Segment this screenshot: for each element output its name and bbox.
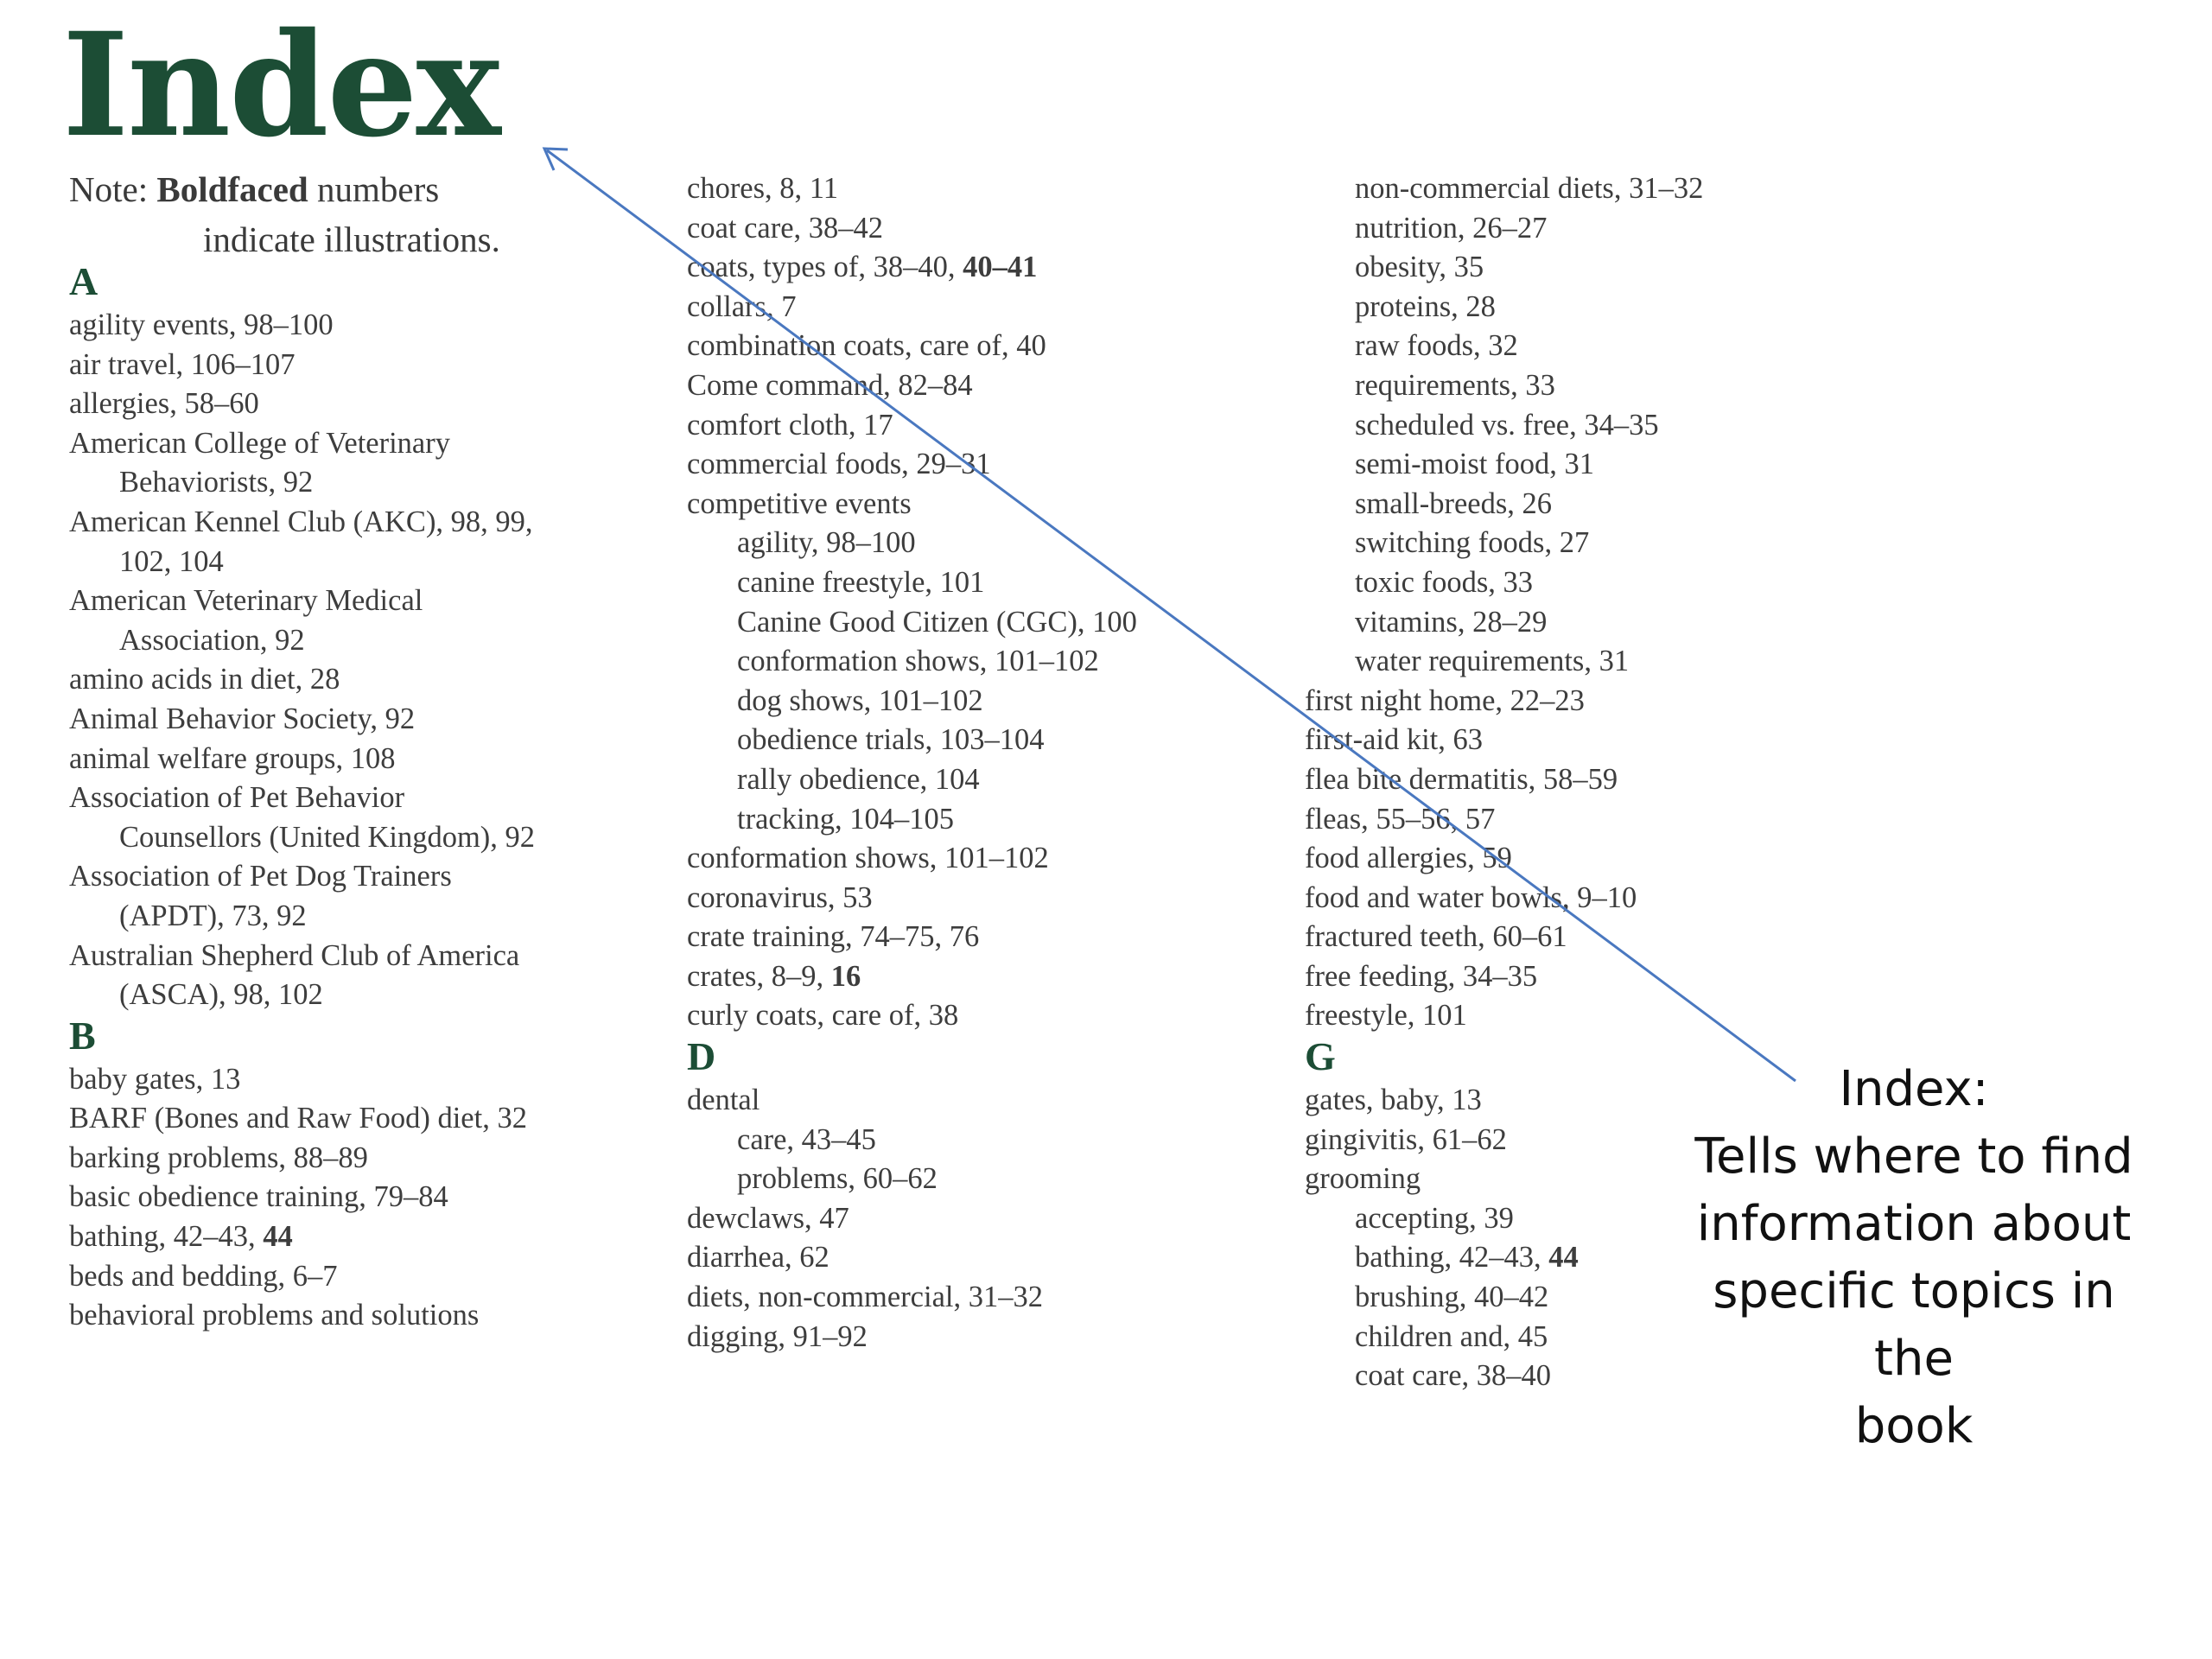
- entry-text: vitamins, 28–29: [1355, 605, 1548, 639]
- entry-text: switching foods, 27: [1355, 526, 1590, 560]
- entry-text: freestyle, 101: [1305, 999, 1467, 1033]
- entry-text: BARF (Bones and Raw Food) diet, 32: [69, 1102, 527, 1135]
- entry-text: raw foods, 32: [1355, 329, 1518, 363]
- entry-text: children and, 45: [1355, 1319, 1548, 1353]
- entry-text: care, 43–45: [737, 1122, 876, 1156]
- entry-text: collars, 7: [687, 289, 797, 323]
- entry-text: grooming: [1305, 1162, 1421, 1196]
- entry-text: commercial foods, 29–31: [687, 448, 991, 481]
- entry-text: toxic foods, 33: [1355, 565, 1534, 599]
- entry-text: American Veterinary Medical: [69, 584, 423, 618]
- entry-text: obesity, 35: [1355, 251, 1484, 284]
- entry-text: food and water bowls, 9–10: [1305, 880, 1637, 914]
- entry-text: American College of Veterinary: [69, 426, 450, 460]
- entry-text: Canine Good Citizen (CGC), 100: [737, 605, 1137, 639]
- entry-text: water requirements, 31: [1355, 645, 1630, 678]
- entry-text: dental: [687, 1084, 760, 1117]
- note-rest: numbers: [317, 169, 440, 209]
- entry-text: Association, 92: [119, 623, 305, 657]
- caption-line-5: book: [1854, 1398, 1974, 1454]
- entry-text: coats, types of, 38–40,: [687, 251, 963, 284]
- entry-text: D: [687, 1034, 716, 1079]
- illustration-page-number: 16: [830, 959, 861, 993]
- entry-text: B: [69, 1013, 96, 1058]
- illustration-page-number: 44: [1548, 1241, 1579, 1274]
- entry-text: Behaviorists, 92: [119, 466, 314, 499]
- entry-text: scheduled vs. free, 34–35: [1355, 408, 1659, 442]
- entry-text: (ASCA), 98, 102: [119, 978, 323, 1012]
- note-line2: indicate illustrations.: [203, 219, 500, 259]
- entry-text: agility events, 98–100: [69, 308, 334, 341]
- caption-line-2: Tells where to find: [1694, 1128, 2133, 1185]
- entry-text: tracking, 104–105: [737, 802, 955, 836]
- entry-text: brushing, 40–42: [1355, 1281, 1549, 1314]
- entry-text: rally obedience, 104: [737, 762, 980, 796]
- illustration-page-number: 44: [263, 1220, 293, 1254]
- note-prefix: Note:: [69, 169, 149, 209]
- entry-text: agility, 98–100: [737, 526, 916, 560]
- entry-text: 102, 104: [119, 544, 224, 578]
- entry-text: conformation shows, 101–102: [687, 842, 1049, 875]
- index-title: Index: [62, 1, 499, 168]
- entry-text: G: [1305, 1034, 1336, 1079]
- entry-text: dog shows, 101–102: [737, 683, 983, 717]
- entry-text: first-aid kit, 63: [1305, 723, 1484, 757]
- entry-text: digging, 91–92: [687, 1319, 868, 1353]
- entry-text: semi-moist food, 31: [1355, 448, 1594, 481]
- entry-text: accepting, 39: [1355, 1201, 1514, 1235]
- entry-text: dewclaws, 47: [687, 1201, 849, 1235]
- entry-text: requirements, 33: [1355, 368, 1555, 402]
- caption-line-3: information about: [1696, 1196, 2132, 1252]
- entry-text: free feeding, 34–35: [1305, 959, 1538, 993]
- entry-text: canine freestyle, 101: [737, 565, 985, 599]
- entry-text: diets, non-commercial, 31–32: [687, 1281, 1043, 1314]
- entry-text: gingivitis, 61–62: [1305, 1122, 1507, 1156]
- entry-text: air travel, 106–107: [69, 347, 296, 381]
- entry-text: allergies, 58–60: [69, 387, 259, 421]
- caption-callout: [1672, 1056, 2156, 1460]
- entry-text: flea bite dermatitis, 58–59: [1305, 762, 1618, 796]
- entry-text: amino acids in diet, 28: [69, 663, 340, 696]
- entry-text: bathing, 42–43,: [1355, 1241, 1549, 1274]
- entry-text: conformation shows, 101–102: [737, 645, 1099, 678]
- entry-text: (APDT), 73, 92: [119, 899, 307, 932]
- entry-text: animal welfare groups, 108: [69, 741, 396, 775]
- entry-text: fleas, 55–56, 57: [1305, 802, 1496, 836]
- entry-text: comfort cloth, 17: [687, 408, 893, 442]
- entry-text: coronavirus, 53: [687, 880, 873, 914]
- entry-text: coat care, 38–42: [687, 211, 884, 245]
- entry-text: barking problems, 88–89: [69, 1141, 368, 1174]
- entry-text: A: [69, 259, 99, 303]
- entry-text: problems, 60–62: [737, 1162, 938, 1196]
- entry-text: proteins, 28: [1355, 289, 1496, 323]
- entry-text: nutrition, 26–27: [1355, 211, 1548, 245]
- entry-text: curly coats, care of, 38: [687, 999, 959, 1033]
- entry-text: Australian Shepherd Club of America: [69, 938, 520, 972]
- illustration-page-number: 40–41: [963, 251, 1038, 284]
- entry-text: non-commercial diets, 31–32: [1355, 172, 1704, 205]
- entry-text: beds and bedding, 6–7: [69, 1259, 338, 1293]
- entry-text: chores, 8, 11: [687, 172, 839, 205]
- entry-text: American Kennel Club (AKC), 98, 99,: [69, 505, 533, 538]
- entry-text: competitive events: [687, 486, 912, 520]
- entry-text: Counsellors (United Kingdom), 92: [119, 820, 536, 854]
- entry-text: Animal Behavior Society, 92: [69, 702, 416, 735]
- entry-text: crates, 8–9,: [687, 959, 831, 993]
- entry-text: behavioral problems and solutions: [69, 1299, 480, 1332]
- entry-text: combination coats, care of, 40: [687, 329, 1046, 363]
- entry-text: baby gates, 13: [69, 1062, 241, 1096]
- entry-text: diarrhea, 62: [687, 1241, 830, 1274]
- caption-line-1: Index:: [1839, 1061, 1989, 1117]
- entry-text: Association of Pet Behavior: [69, 781, 405, 815]
- entry-text: first night home, 22–23: [1305, 683, 1585, 717]
- entry-text: small-breeds, 26: [1355, 486, 1553, 520]
- arrow-line: [547, 150, 1796, 1081]
- entry-text: coat care, 38–40: [1355, 1359, 1552, 1393]
- caption-line-4: specific topics in the: [1713, 1263, 2115, 1387]
- entry-text: bathing, 42–43,: [69, 1220, 264, 1254]
- entry-text: crate training, 74–75, 76: [687, 920, 980, 954]
- entry-text: Come command, 82–84: [687, 368, 973, 402]
- entry-text: obedience trials, 103–104: [737, 723, 1045, 757]
- entry-text: food allergies, 59: [1305, 842, 1512, 875]
- entry-text: fractured teeth, 60–61: [1305, 920, 1567, 954]
- note-bold-word: Boldfaced: [156, 169, 308, 209]
- entry-text: gates, baby, 13: [1305, 1084, 1482, 1117]
- entry-text: Association of Pet Dog Trainers: [69, 860, 452, 893]
- entry-text: basic obedience training, 79–84: [69, 1180, 448, 1214]
